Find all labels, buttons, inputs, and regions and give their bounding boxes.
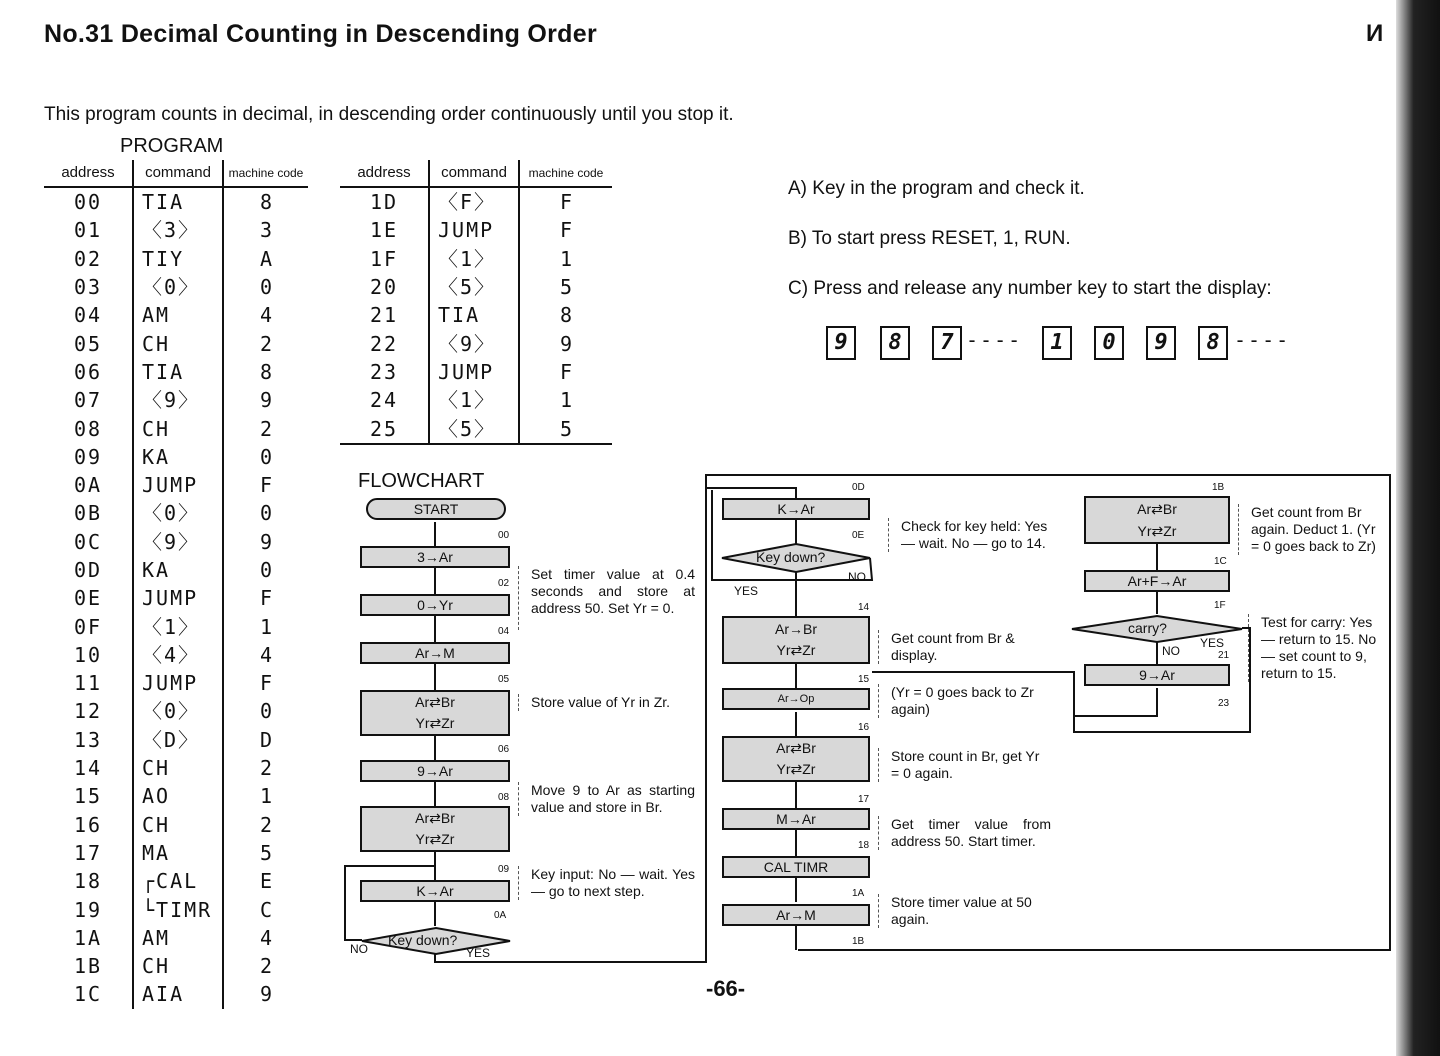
fc-box-9-to-ar: 9→Ar (1084, 664, 1230, 686)
cell-address: 1C (73, 982, 103, 1007)
cell-command: 〈1〉 (133, 612, 223, 640)
fc-decision-label: Key down? (756, 549, 826, 565)
cell-code: 0 (223, 697, 308, 725)
cell-address: 06 (73, 359, 103, 384)
fc-address: 21 (1218, 650, 1230, 661)
fc-no-label: NO (350, 942, 368, 956)
cell-command: JUMP (133, 669, 223, 697)
cell-command: 〈4〉 (133, 641, 223, 669)
cell-command: AM (133, 301, 223, 329)
fc-address: 0A (494, 910, 507, 921)
cell-address: 1D (369, 190, 399, 215)
header-machine-code: machine code (223, 160, 308, 187)
cell-command: MA (133, 839, 223, 867)
cell-address: 15 (73, 784, 103, 809)
fc-box-exchange (1084, 496, 1230, 544)
cell-code: 0 (223, 556, 308, 584)
cell-address: 11 (73, 671, 103, 696)
cell-address: 19 (73, 897, 103, 922)
cell-address: 14 (73, 756, 103, 781)
cell-command: 〈5〉 (429, 414, 519, 443)
cell-code: 1 (519, 245, 612, 273)
fc-note: Get count from Br again. Deduct 1. (Yr = 0 goes back to Zr) (1238, 504, 1377, 555)
fc-address: 0D (852, 482, 865, 493)
fc-decision-label: carry? (1128, 620, 1167, 636)
fc-box-line: Yr⇄Zr (1137, 522, 1177, 539)
fc-address: 08 (498, 792, 510, 803)
cell-code: 1 (223, 612, 308, 640)
cell-address: 20 (369, 275, 399, 300)
fc-note: Store count in Br, get Yr = 0 again. (878, 748, 1051, 782)
fc-box-exchange (360, 806, 510, 852)
cell-address: 12 (73, 699, 103, 724)
fc-address: 17 (858, 794, 870, 805)
fc-box-line: Ar→Br (775, 620, 817, 637)
cell-address: 0E (73, 586, 103, 611)
cell-command: CH (133, 414, 223, 442)
fc-box-ar-to-br (722, 616, 870, 664)
cell-command: JUMP (429, 358, 519, 386)
fc-box-k-to-ar: K→Ar (722, 498, 870, 520)
fc-yes-label: YES (466, 946, 491, 960)
fc-address: 1B (852, 936, 865, 947)
fc-address: 1B (1212, 482, 1225, 493)
cell-code: 2 (223, 414, 308, 442)
fc-box-0-to-yr: 0→Yr (360, 594, 510, 616)
cell-command: TIY (133, 245, 223, 273)
cell-command: AO (133, 782, 223, 810)
cell-address: 16 (73, 812, 103, 837)
fc-address: 1F (1214, 600, 1226, 611)
fc-address: 09 (498, 864, 510, 875)
fc-box-line: Ar⇄Br (1137, 500, 1177, 517)
fc-note: Test for carry: Yes — return to 15. No — set count to 9, return to 15. (1248, 614, 1381, 682)
cell-command: KA (133, 556, 223, 584)
display-dash: ---- (1234, 328, 1291, 352)
fc-box-ar-to-op: Ar→Op (722, 688, 870, 710)
cell-command: 〈D〉 (133, 726, 223, 754)
cell-code: 8 (223, 358, 308, 386)
display-digit: 8 (880, 326, 910, 360)
cell-code: F (223, 669, 308, 697)
fc-box-exchange (722, 736, 870, 782)
cell-address: 23 (369, 359, 399, 384)
cell-code: A (223, 245, 308, 273)
cell-command: JUMP (133, 584, 223, 612)
display-digit: 1 (1042, 326, 1072, 360)
cell-address: 00 (73, 190, 103, 215)
cell-command: CH (133, 952, 223, 980)
fc-note: Check for key held: Yes — wait. No — go to 14. (888, 518, 1061, 552)
cell-command: TIA (133, 187, 223, 216)
cell-code: 5 (519, 273, 612, 301)
fc-note: Get timer value from address 50. Start timer. (878, 816, 1051, 850)
fc-address: 18 (858, 840, 870, 851)
cell-address: 0D (73, 558, 103, 582)
intro-text: This program counts in decimal, in descending order continuously until you stop it. (44, 104, 734, 125)
fc-box-ar-to-m: Ar→M (360, 642, 510, 664)
flowchart-label: FLOWCHART (358, 470, 485, 492)
cell-command: └TIMR (133, 895, 223, 923)
cell-address: 05 (73, 331, 103, 356)
cell-command: 〈1〉 (429, 386, 519, 414)
fc-no-label: NO (848, 570, 866, 584)
fc-box-m-to-ar: M→Ar (722, 808, 870, 830)
header-address: address (44, 160, 133, 187)
fc-address: 1C (1214, 556, 1227, 567)
cell-code: F (519, 358, 612, 386)
header-machine-code: machine code (519, 160, 612, 187)
cell-code: D (223, 726, 308, 754)
display-digit: 9 (826, 326, 856, 360)
start-terminal: START (366, 498, 506, 520)
cell-command: 〈9〉 (429, 329, 519, 357)
cell-code: 2 (223, 754, 308, 782)
cell-address: 09 (73, 444, 103, 469)
cell-code: F (519, 216, 612, 244)
cell-address: 18 (73, 869, 103, 894)
cell-code: 9 (223, 386, 308, 414)
cell-address: 10 (73, 642, 103, 667)
display-dash: ---- (966, 328, 1023, 352)
fc-box-line: Ar⇄Br (415, 694, 455, 710)
cell-code: F (519, 187, 612, 216)
cell-address: 0A (73, 473, 103, 498)
cell-address: 17 (73, 840, 103, 865)
fc-box-ar-to-m: Ar→M (722, 904, 870, 926)
cell-code: 2 (223, 329, 308, 357)
cell-command: JUMP (133, 471, 223, 499)
fc-box-ar-plus-f: Ar+F→Ar (1084, 570, 1230, 592)
fc-box-line: Ar⇄Br (776, 740, 816, 756)
fc-box-cal-timr: CAL TIMR (722, 856, 870, 878)
cell-command: TIA (429, 301, 519, 329)
cell-address: 07 (73, 388, 103, 413)
fc-address: 0E (852, 530, 865, 541)
cell-code: 4 (223, 924, 308, 952)
step-a: A) Key in the program and check it. (788, 178, 1085, 199)
cell-command: KA (133, 443, 223, 471)
header-command: command (429, 160, 519, 187)
cell-code: E (223, 867, 308, 895)
fc-box-k-to-ar: K→Ar (360, 880, 510, 902)
cell-address: 21 (369, 303, 399, 328)
fc-note: Store timer value at 50 again. (878, 894, 1051, 928)
cell-command: CH (133, 811, 223, 839)
cell-address: 0C (73, 529, 103, 554)
cell-command: 〈5〉 (429, 273, 519, 301)
cell-code: 4 (223, 301, 308, 329)
cell-command: 〈0〉 (133, 697, 223, 725)
cell-code: 9 (223, 528, 308, 556)
cell-command: CH (133, 329, 223, 357)
fc-box-line: Yr⇄Zr (415, 715, 455, 731)
cell-address: 08 (73, 416, 103, 441)
cell-address: 0B (73, 501, 103, 526)
cell-command: 〈3〉 (133, 216, 223, 244)
display-digit: 0 (1094, 326, 1124, 360)
cell-address: 1E (369, 218, 399, 243)
cell-code: 4 (223, 641, 308, 669)
program-label: PROGRAM (120, 135, 224, 157)
cell-command: JUMP (429, 216, 519, 244)
header-command: command (133, 160, 223, 187)
fc-box-9-to-ar: 9→Ar (360, 760, 510, 782)
fc-address: 1A (852, 888, 865, 899)
cell-command: 〈1〉 (429, 245, 519, 273)
cell-code: 0 (223, 443, 308, 471)
cell-address: 22 (369, 331, 399, 356)
cell-code: 9 (223, 980, 308, 1008)
fc-address: 00 (498, 530, 510, 541)
cell-code: F (223, 471, 308, 499)
cell-command: 〈9〉 (133, 528, 223, 556)
cell-command: 〈0〉 (133, 273, 223, 301)
display-digit: 7 (932, 326, 962, 360)
cell-command: CH (133, 754, 223, 782)
cell-address: 13 (73, 727, 103, 752)
cell-address: 01 (73, 218, 103, 243)
cell-address: 24 (369, 388, 399, 413)
cell-command: 〈9〉 (133, 386, 223, 414)
fc-address: 15 (858, 674, 870, 685)
corner-mark: И (1366, 20, 1384, 47)
fc-note: Move 9 to Ar as starting value and store in Br. (518, 782, 695, 816)
fc-no-label: NO (1162, 644, 1180, 658)
fc-address: 23 (1218, 698, 1230, 709)
cell-command: 〈F〉 (429, 187, 519, 216)
cell-address: 0F (73, 614, 103, 639)
cell-address: 02 (73, 246, 103, 271)
cell-code: C (223, 895, 308, 923)
fc-address: 05 (498, 674, 510, 685)
step-c: C) Press and release any number key to start the display: (788, 278, 1272, 299)
fc-note: Get count from Br & display. (878, 630, 1051, 664)
cell-command: AM (133, 924, 223, 952)
step-b: B) To start press RESET, 1, RUN. (788, 228, 1071, 249)
fc-note: Set timer value at 0.4 seconds and store at address 50. Set Yr = 0. (518, 566, 695, 630)
cell-code: 3 (223, 216, 308, 244)
fc-note: Store value of Yr in Zr. (518, 694, 695, 711)
cell-code: 0 (223, 499, 308, 527)
cell-code: 1 (519, 386, 612, 414)
cell-code: 5 (519, 414, 612, 443)
cell-code: 1 (223, 782, 308, 810)
cell-code: 5 (223, 839, 308, 867)
cell-address: 1B (73, 954, 103, 979)
cell-code: 0 (223, 273, 308, 301)
cell-address: 03 (73, 275, 103, 300)
cell-address: 1F (369, 246, 399, 271)
fc-box-line: Yr⇄Zr (776, 761, 816, 777)
display-digit: 8 (1198, 326, 1228, 360)
fc-yes-label: YES (734, 584, 759, 598)
page-number: -66- (706, 976, 746, 1001)
cell-code: 8 (223, 187, 308, 216)
fc-yes-label: YES (1200, 636, 1225, 650)
fc-note: Key input: No — wait. Yes — go to next step. (518, 866, 695, 900)
fc-address: 02 (498, 578, 510, 589)
cell-command: 〈0〉 (133, 499, 223, 527)
cell-code: F (223, 584, 308, 612)
display-digit: 9 (1146, 326, 1176, 360)
fc-address: 14 (858, 602, 870, 613)
fc-address: 04 (498, 626, 510, 637)
fc-box-line: Yr⇄Zr (415, 831, 455, 847)
cell-address: 04 (73, 303, 103, 328)
cell-address: 1A (73, 925, 103, 950)
fc-decision-label: Key down? (388, 932, 458, 948)
fc-box-line: Ar⇄Br (415, 810, 455, 826)
cell-code: 9 (519, 329, 612, 357)
fc-box-exchange (360, 690, 510, 736)
cell-command: TIA (133, 358, 223, 386)
cell-code: 2 (223, 952, 308, 980)
fc-address: 06 (498, 744, 510, 755)
cell-command: ┌CAL (133, 867, 223, 895)
cell-code: 8 (519, 301, 612, 329)
cell-command: AIA (133, 980, 223, 1008)
fc-box-3-to-ar: 3→Ar (360, 546, 510, 568)
fc-box-line: Yr⇄Zr (776, 642, 816, 659)
cell-address: 25 (340, 414, 429, 443)
fc-note: (Yr = 0 goes back to Zr again) (878, 684, 1051, 718)
fc-address: 16 (858, 722, 870, 733)
page-title: No.31 Decimal Counting in Descending Order (44, 20, 597, 48)
cell-code: 2 (223, 811, 308, 839)
header-address: address (340, 160, 429, 187)
